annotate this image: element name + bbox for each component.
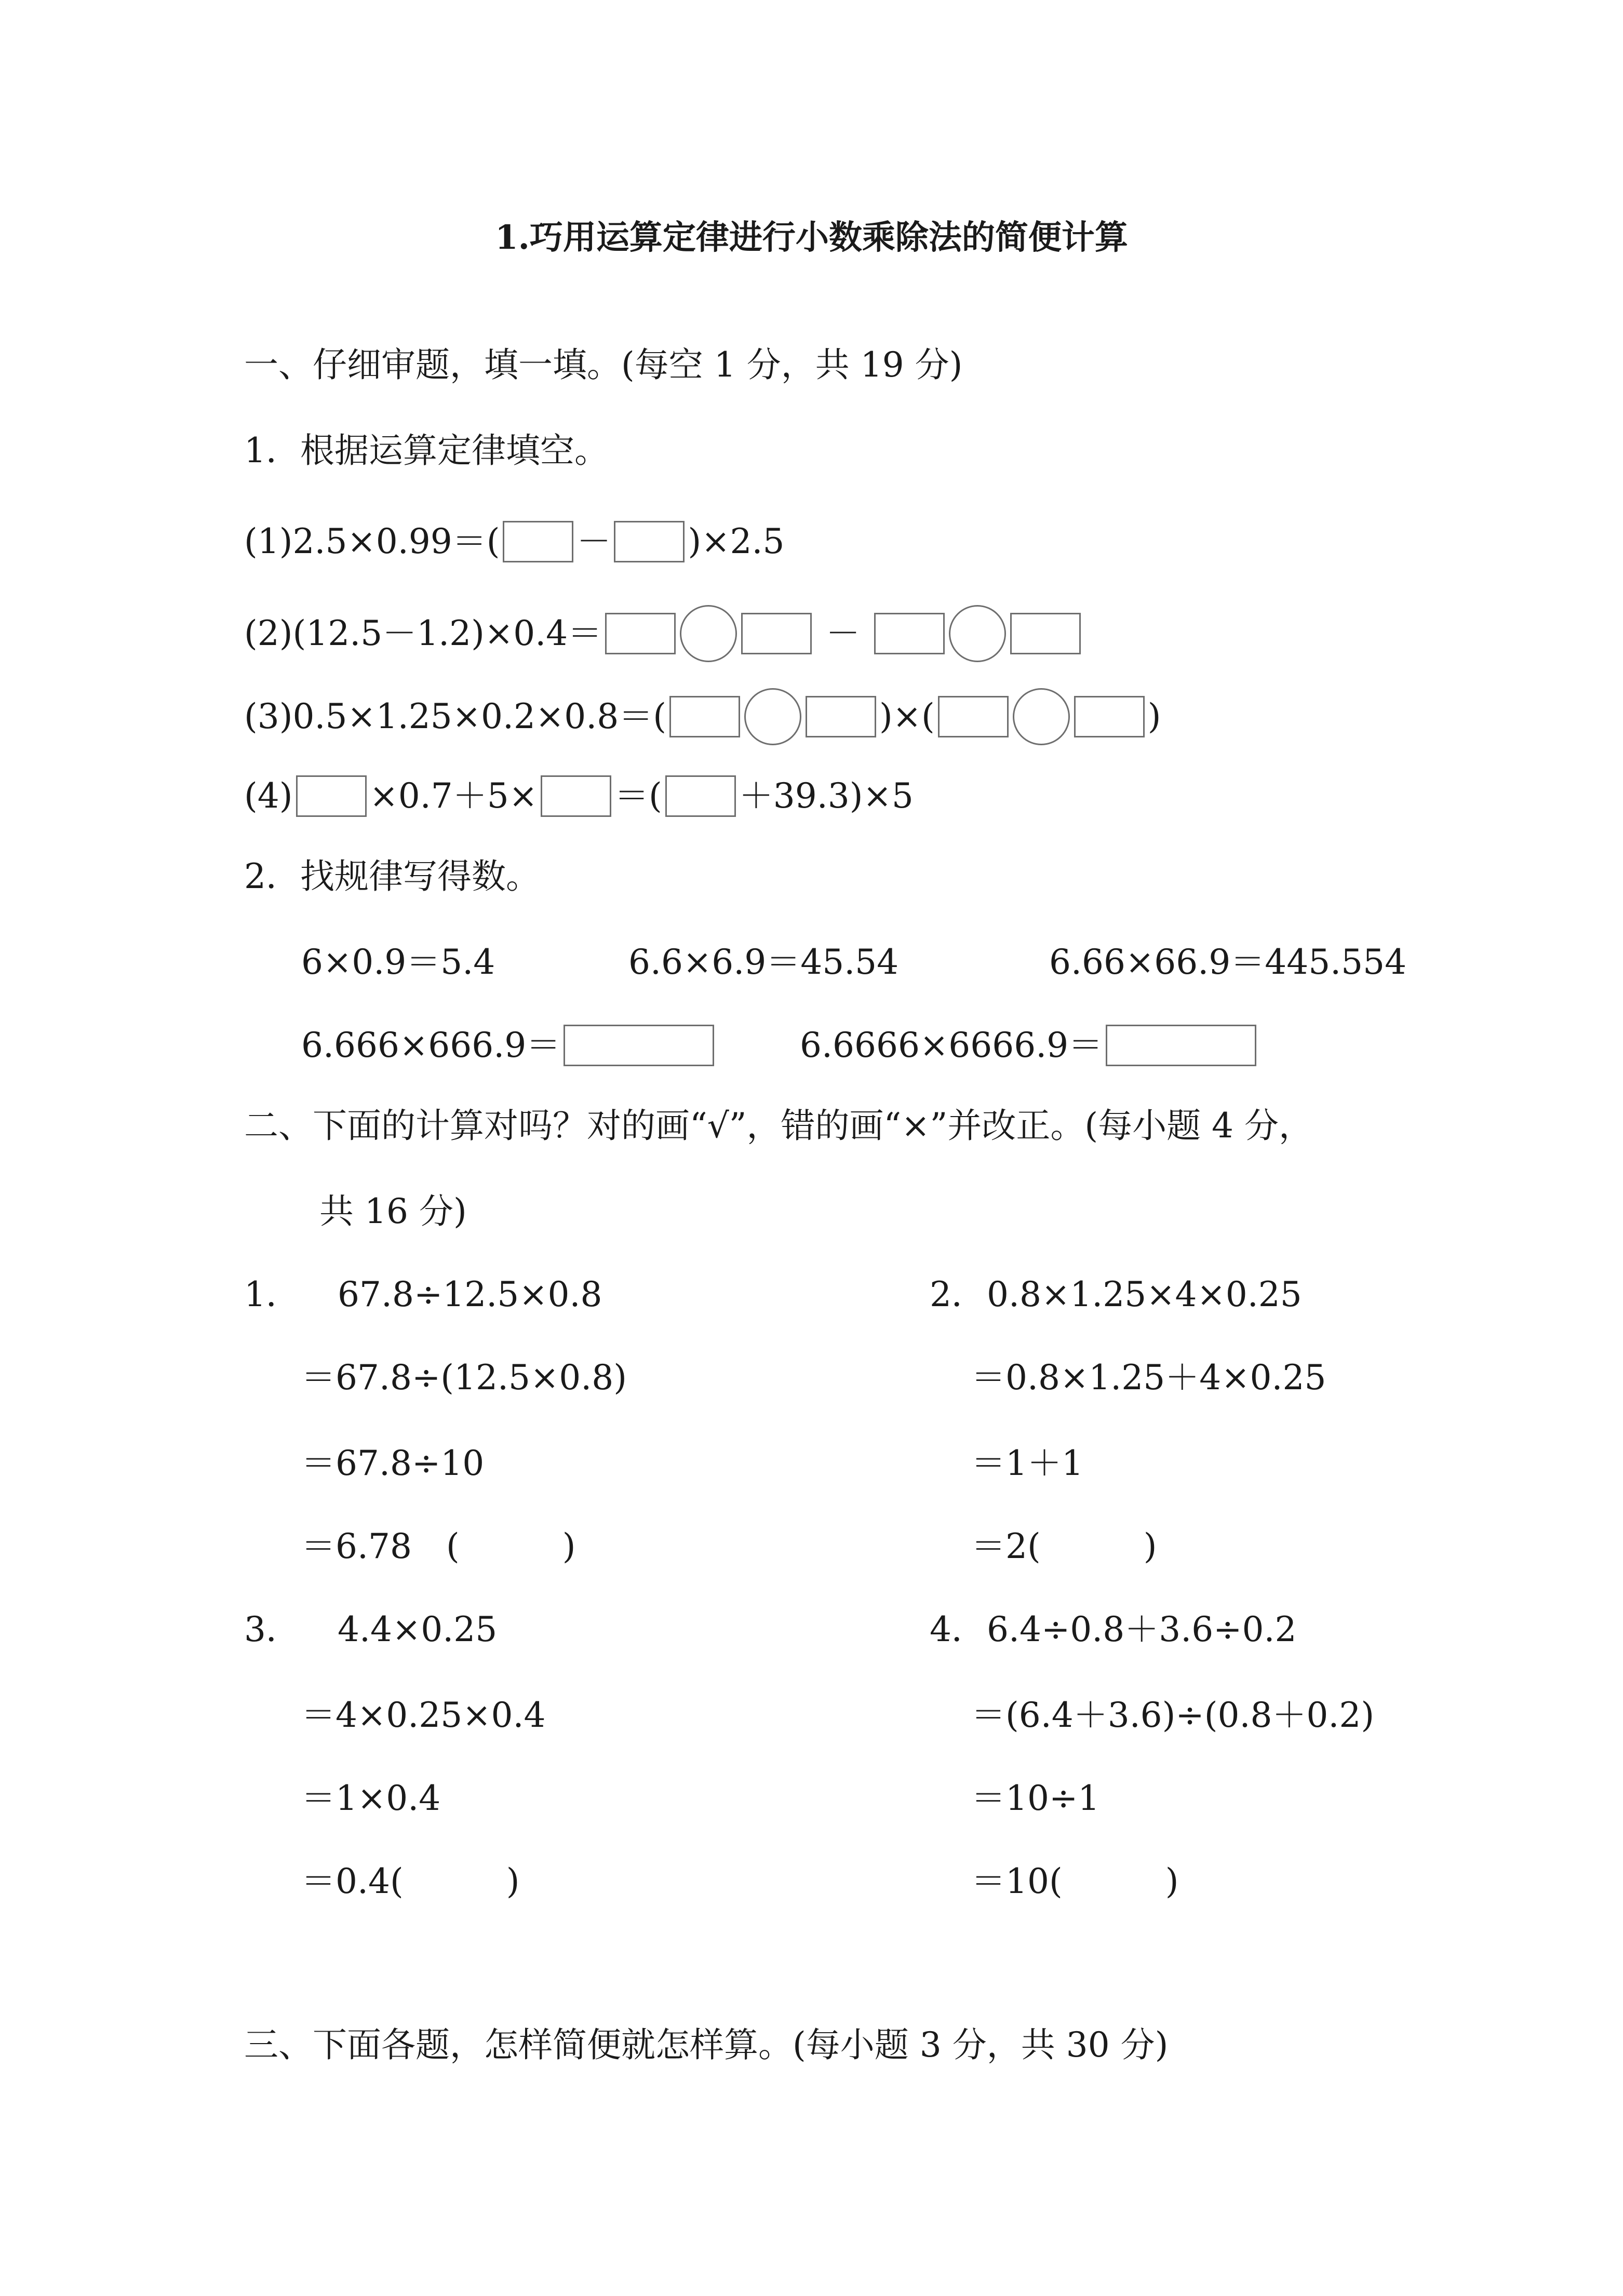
problem-4-expression: 6.4÷0.8＋3.6÷0.2: [987, 1609, 1297, 1649]
operator-circle[interactable]: [1013, 688, 1070, 745]
answer-box[interactable]: [503, 521, 573, 562]
problem-2-step-3[interactable]: ＝2( ): [971, 1526, 1157, 1566]
q1-part3-text-a: (3)0.5×1.25×0.2×0.8＝(: [244, 696, 666, 736]
problem-3-step-1: ＝4×0.25×0.4: [301, 1695, 546, 1735]
q1-label: 1．根据运算定律填空。: [244, 431, 609, 471]
q2-label: 2．找规律写得数。: [244, 856, 540, 896]
answer-box[interactable]: [741, 613, 812, 654]
answer-box[interactable]: [1074, 696, 1145, 737]
q1-part3-text-c: ): [1147, 696, 1161, 736]
pattern-eq-2: 6.6×6.9＝45.54: [628, 942, 899, 982]
q1-part2: [244, 605, 1084, 655]
problem-3-expression: 4.4×0.25: [338, 1609, 498, 1649]
q1-part1-text-c: )×2.5: [688, 521, 785, 561]
pattern-eq-4: [301, 1018, 717, 1068]
problem-1-number: 1．: [244, 1274, 300, 1314]
q1-part1-text-a: (1)2.5×0.99＝(: [244, 521, 500, 561]
answer-box[interactable]: [564, 1025, 714, 1066]
answer-box[interactable]: [1010, 613, 1081, 654]
answer-box[interactable]: [938, 696, 1009, 737]
q1-part4-text-d: ＋39.3)×5: [739, 776, 914, 816]
answer-box[interactable]: [296, 775, 367, 817]
problem-2-number: 2．: [930, 1274, 986, 1314]
problem-1-step-2: ＝67.8÷10: [301, 1443, 485, 1483]
problem-1-step-3[interactable]: ＝6.78 ( ): [301, 1526, 576, 1566]
operator-circle[interactable]: [949, 605, 1006, 662]
q1-part2-text-b: －: [826, 613, 861, 653]
answer-box[interactable]: [665, 775, 736, 817]
problem-1-expression: 67.8÷12.5×0.8: [338, 1274, 602, 1314]
pattern-eq-1: 6×0.9＝5.4: [301, 942, 495, 982]
section2-heading-line1: 二、下面的计算对吗？对的画“√”，错的画“×”并改正。(每小题 4 分，: [244, 1106, 1313, 1146]
operator-circle[interactable]: [744, 688, 801, 745]
answer-box[interactable]: [1106, 1025, 1256, 1066]
answer-box[interactable]: [541, 775, 611, 817]
pattern-eq-4-text: 6.666×666.9＝: [301, 1025, 561, 1065]
q1-part4: [244, 769, 914, 818]
answer-box[interactable]: [605, 613, 676, 654]
problem-2-step-1: ＝0.8×1.25＋4×0.25: [971, 1358, 1326, 1398]
pattern-eq-5: [800, 1018, 1259, 1068]
page-title: 1.巧用运算定律进行小数乘除法的简便计算: [495, 218, 1128, 257]
q1-part3: [244, 688, 1161, 738]
q1-part4-text-a: (4): [244, 776, 293, 816]
problem-3-step-2: ＝1×0.4: [301, 1778, 441, 1818]
q1-part1-text-b: －: [576, 521, 611, 561]
problem-4-step-1: ＝(6.4＋3.6)÷(0.8＋0.2): [971, 1695, 1375, 1735]
problem-3-number: 3．: [244, 1609, 300, 1649]
problem-4-step-2: ＝10÷1: [971, 1778, 1100, 1818]
q1-part2-text-a: (2)(12.5－1.2)×0.4＝: [244, 613, 602, 653]
section3-heading: 三、下面各题，怎样简便就怎样算。(每小题 3 分，共 30 分): [244, 2025, 1169, 2065]
problem-2-expression: 0.8×1.25×4×0.25: [987, 1274, 1302, 1314]
answer-box[interactable]: [874, 613, 945, 654]
q1-part4-text-b: ×0.7＋5×: [369, 776, 538, 816]
section2-heading-line2: 共 16 分): [319, 1191, 467, 1231]
q1-part4-text-c: ＝(: [614, 776, 662, 816]
section1-heading: 一、仔细审题，填一填。(每空 1 分，共 19 分): [244, 345, 963, 385]
q1-part3-text-b: )×(: [879, 696, 935, 736]
answer-box[interactable]: [614, 521, 685, 562]
pattern-eq-3: 6.66×66.9＝445.554: [1049, 942, 1407, 982]
operator-circle[interactable]: [680, 605, 737, 662]
answer-box[interactable]: [669, 696, 740, 737]
problem-3-step-3[interactable]: ＝0.4( ): [301, 1861, 520, 1901]
q1-part1: [244, 514, 784, 564]
pattern-eq-5-text: 6.6666×6666.9＝: [800, 1025, 1103, 1065]
answer-box[interactable]: [806, 696, 876, 737]
problem-2-step-2: ＝1＋1: [971, 1443, 1083, 1483]
problem-4-number: 4．: [930, 1609, 986, 1649]
problem-1-step-1: ＝67.8÷(12.5×0.8): [301, 1358, 627, 1398]
problem-4-step-3[interactable]: ＝10( ): [971, 1861, 1179, 1901]
